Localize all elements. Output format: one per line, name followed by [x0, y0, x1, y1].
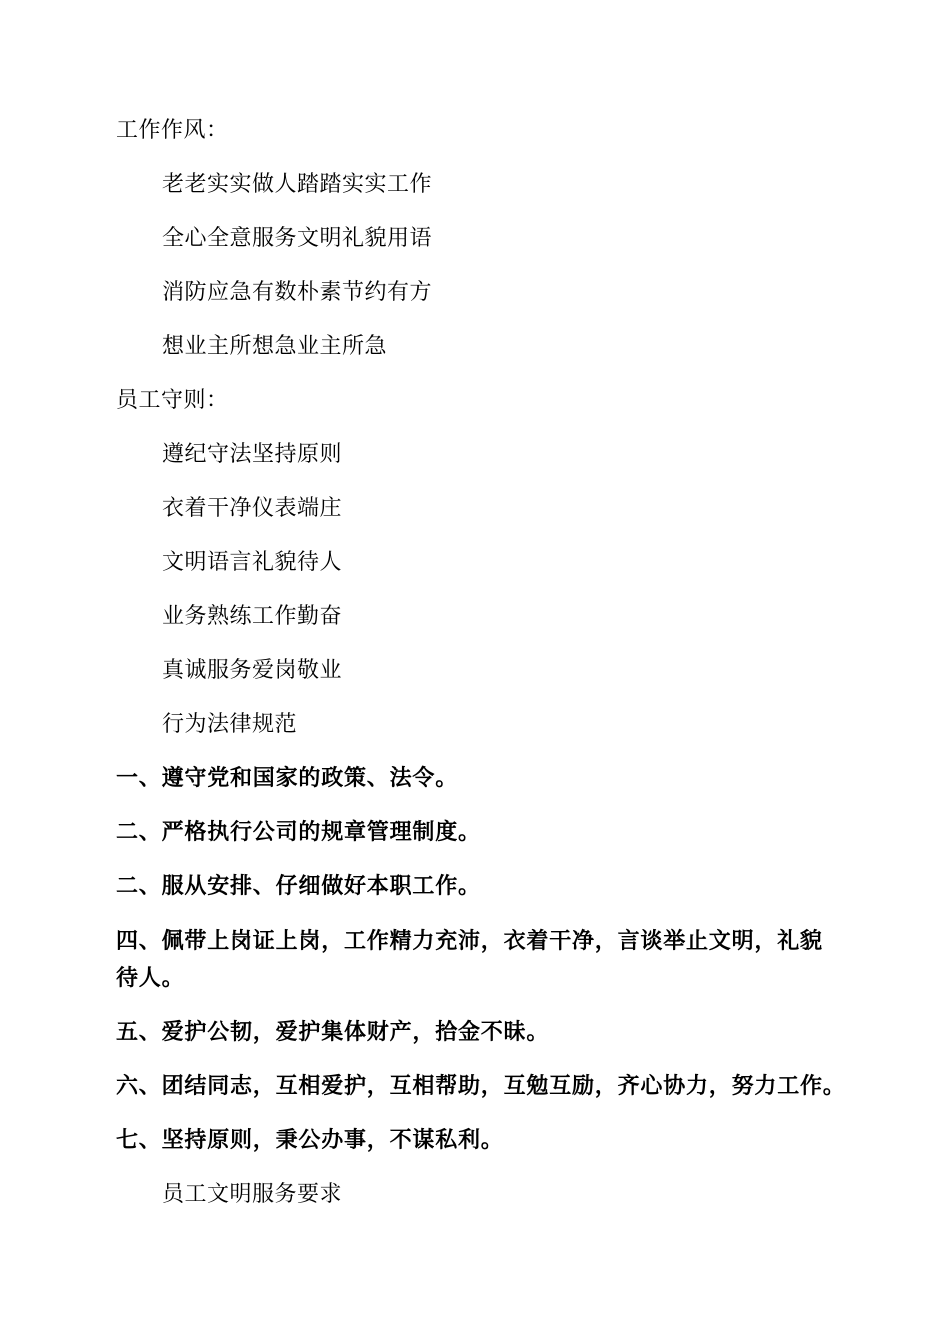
employee-rules-heading: 员工守则：: [116, 388, 229, 413]
employee-rule-item: 遵纪守法坚持原则: [162, 442, 343, 467]
numbered-rule: 一、遵守党和国家的政策、法令。: [116, 766, 459, 791]
employee-rule-item: 业务熟练工作勤奋: [162, 604, 343, 629]
numbered-rule: 七、坚持原则，秉公办事，不谋私利。: [116, 1128, 504, 1153]
numbered-rule: 二、严格执行公司的规章管理制度。: [116, 820, 481, 845]
numbered-rule: 四、佩带上岗证上岗，工作精力充沛，衣着干净，言谈举止文明，礼貌待人。: [116, 929, 823, 991]
employee-rule-item: 行为法律规范: [162, 712, 298, 737]
work-style-item: 消防应急有数朴素节约有方: [162, 280, 433, 305]
work-style-item: 想业主所想急业主所急: [162, 334, 388, 359]
numbered-rule: 五、爱护公韧，爱护集体财产，拾金不昧。: [116, 1020, 550, 1045]
employee-rule-item: 真诚服务爱岗敬业: [162, 658, 343, 683]
work-style-heading: 工作作风：: [116, 118, 229, 143]
employee-rule-item: 文明语言礼貌待人: [162, 550, 343, 575]
work-style-item: 老老实实做人踏踏实实工作: [162, 172, 433, 197]
section-heading: 员工文明服务要求: [162, 1182, 343, 1207]
work-style-item: 全心全意服务文明礼貌用语: [162, 226, 433, 251]
employee-rule-item: 衣着干净仪表端庄: [162, 496, 343, 521]
numbered-rule: 六、团结同志，互相爱护，互相帮助，互勉互励，齐心协力，努力工作。: [116, 1074, 846, 1099]
numbered-rule: 二、服从安排、仔细做好本职工作。: [116, 874, 481, 899]
